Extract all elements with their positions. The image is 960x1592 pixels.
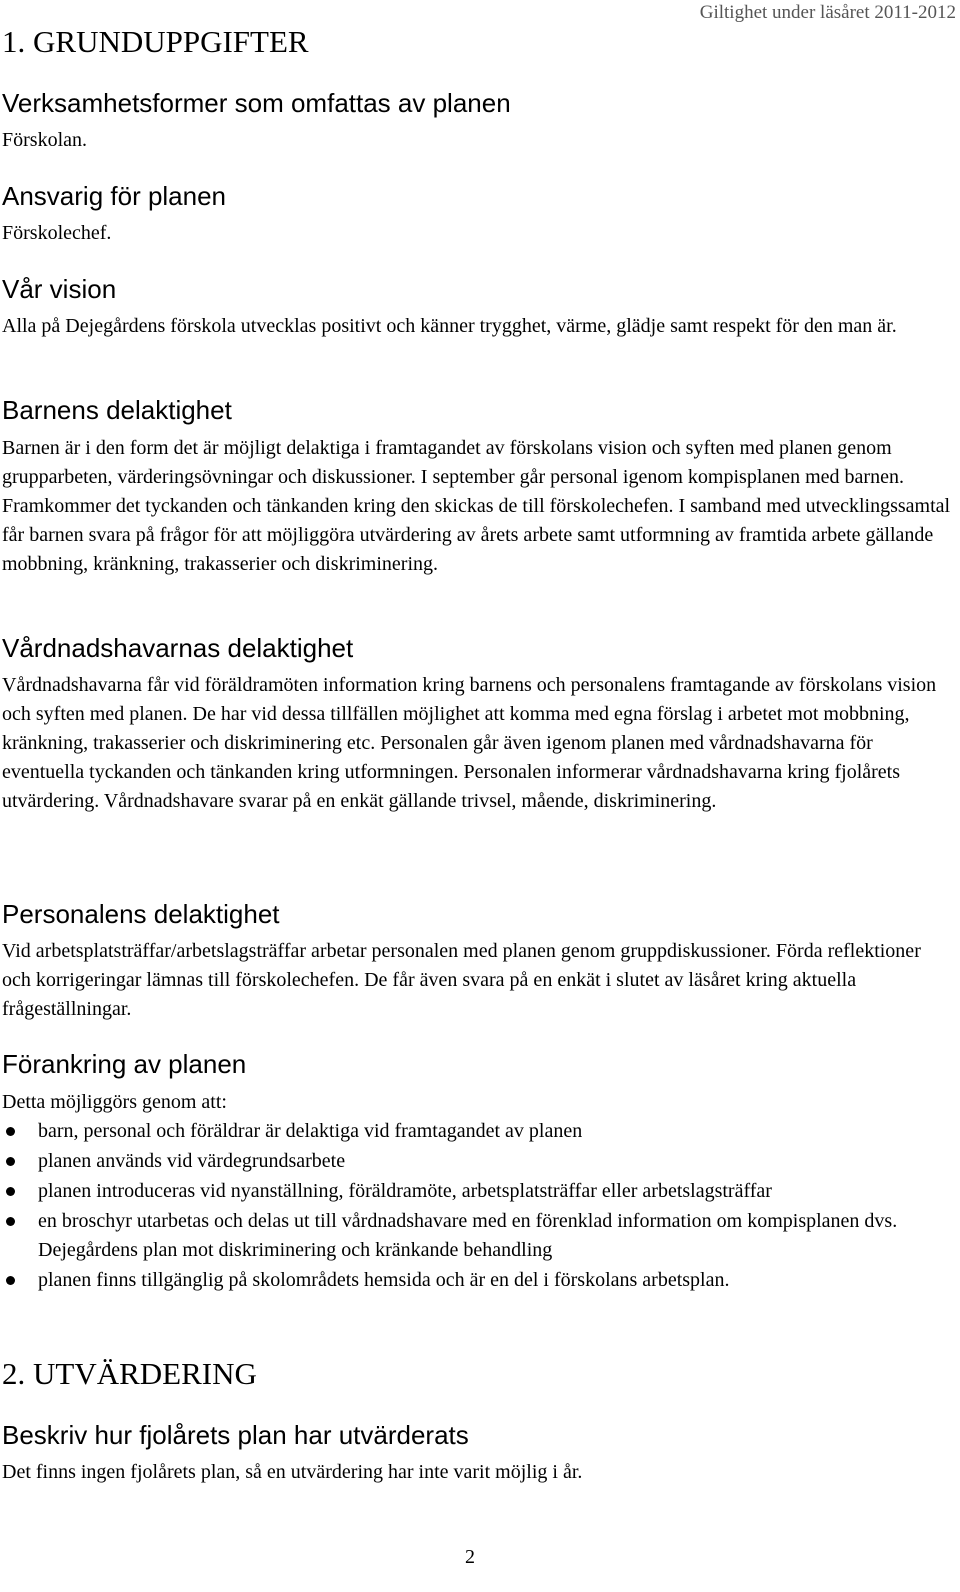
heading-vision: Vår vision xyxy=(2,274,117,304)
text-utvardering: Det finns ingen fjolårets plan, så en utvärdering har inte varit möjlig i år. xyxy=(2,1461,583,1483)
list-item-text: barn, personal och föräldrar är delaktiga vid framtagandet av planen xyxy=(38,1120,583,1142)
validity-note: Giltighet under läsåret 2011-2012 xyxy=(699,2,956,23)
bullet-icon xyxy=(6,1187,15,1196)
list-item xyxy=(0,1177,950,1206)
bullet-icon xyxy=(6,1127,15,1136)
text-verksamhetsformer: Förskolan. xyxy=(2,129,87,151)
heading-personalens-delaktighet: Personalens delaktighet xyxy=(2,899,280,929)
heading-vardnadshavarnas-delaktighet: Vårdnadshavarnas delaktighet xyxy=(2,633,354,663)
text-barnens-delaktighet: Barnen är i den form det är möjligt delaktiga i framtagandet av förskolans vision och syften med planen genom grupparbeten, värderingsövningar och diskussioner. I september går personal igenom kompisplanen med barnen. Framkommer det tyckanden och tänkanden kring den skickas de till förskolechefen. I samband med utvecklingssamtal får barnen svara på frågor för att möjliggöra utvärdering av årets arbete samt utformning av framtida arbete gällande mobbning, kränkning, trakasserier och diskriminering. xyxy=(2,437,951,575)
text-personalens-delaktighet: Vid arbetsplatsträffar/arbetslagsträffar arbetar personalen med planen genom gruppdiskussioner. Förda reflektioner och korrigeringar lämnas till förskolechefen. De får även svara på en enkät i slutet av läsåret kring aktuella frågeställningar. xyxy=(2,940,921,1020)
text-ansvarig: Förskolechef. xyxy=(2,222,112,244)
forankring-list xyxy=(0,1117,950,1296)
heading-verksamhetsformer: Verksamhetsformer som omfattas av planen xyxy=(2,88,511,118)
text-vardnadshavarnas-delaktighet: Vårdnadshavarna får vid föräldramöten information kring barnens och personalens framtagande av förskolans vision och syften med planen. De har vid dessa tillfällen möjlighet att komma med egna förslag i arbetet mot mobbning, kränkning, trakasserier och diskriminering etc. Personalen går även igenom planen med vårdnadshavarna för eventuella tyckanden och tänkanden kring utformningen. Personalen informerar vårdnadshavarna kring fjolårets utvärdering. Vårdnadshavare svarar på en enkät gällande trivsel, mående, diskriminering. xyxy=(2,674,937,812)
heading-ansvarig: Ansvarig för planen xyxy=(2,181,227,211)
list-item xyxy=(0,1147,950,1176)
heading-barnens-delaktighet: Barnens delaktighet xyxy=(2,395,232,425)
list-item xyxy=(0,1117,950,1146)
bullet-icon xyxy=(6,1276,15,1285)
text-forankring-intro: Detta möjliggörs genom att: xyxy=(2,1091,227,1113)
list-item xyxy=(0,1266,950,1295)
text-vision: Alla på Dejegårdens förskola utvecklas positivt och känner trygghet, värme, glädje samt respekt för den man är. xyxy=(2,315,897,337)
bullet-icon xyxy=(6,1157,15,1166)
list-item-text: planen används vid värdegrundsarbete xyxy=(38,1150,346,1172)
bullet-icon xyxy=(6,1217,15,1226)
page-number: 2 xyxy=(465,1546,475,1568)
list-item-text: planen finns tillgänglig på skolområdets hemsida och är en del i förskolans arbetsplan. xyxy=(38,1269,730,1291)
list-item-text: en broschyr utarbetas och delas ut till vårdnadshavare med en förenklad information om kompisplanen dvs. Dejegårdens plan mot diskriminering och kränkande behandling xyxy=(38,1210,898,1261)
list-item-text: planen introduceras vid nyanställning, föräldramöte, arbetsplatsträffar eller arbetslagsträffar xyxy=(38,1180,772,1202)
list-item xyxy=(0,1207,950,1265)
heading-forankring: Förankring av planen xyxy=(2,1049,247,1079)
section-title-grunduppgifter: 1. GRUNDUPPGIFTER xyxy=(2,24,309,59)
section-title-utvardering: 2. UTVÄRDERING xyxy=(2,1356,257,1391)
heading-utvardering: Beskriv hur fjolårets plan har utvärderats xyxy=(2,1420,469,1450)
